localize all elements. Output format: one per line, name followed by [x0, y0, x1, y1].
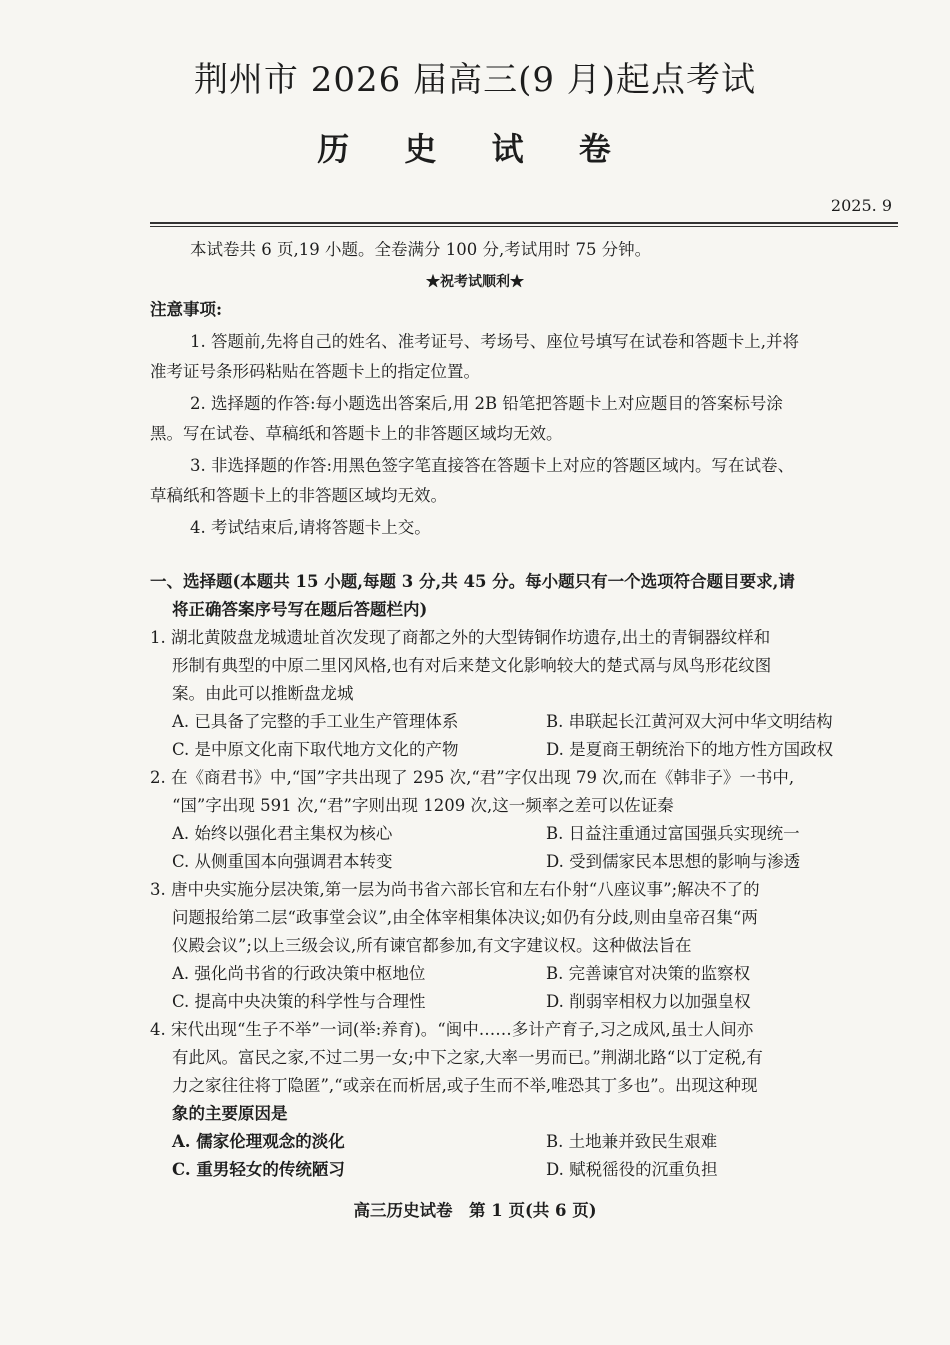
question-3-stem: 问题报给第二层“政事堂会议”,由全体宰相集体决议;如仍有分歧,则由皇帝召集“两	[172, 908, 758, 927]
question-4-stem: 象的主要原因是	[172, 1104, 288, 1123]
notice-line: 2. 选择题的作答:每小题选出答案后,用 2B 铅笔把答题卡上对应题目的答案标号涂	[190, 394, 783, 413]
notice-line: 黑。写在试卷、草稿纸和答题卡上的非答题区域均无效。	[150, 424, 563, 443]
exam-summary: 本试卷共 6 页,19 小题。全卷满分 100 分,考试用时 75 分钟。	[190, 240, 652, 259]
question-2-option-d: D. 受到儒家民本思想的影响与渗透	[546, 852, 801, 871]
question-2-stem: “国”字出现 591 次,“君”字则出现 1209 次,这一频率之差可以佐证秦	[172, 796, 674, 815]
question-4-option-c: C. 重男轻女的传统陋习	[172, 1160, 345, 1179]
exam-title: 荆州市 2026 届高三(9 月)起点考试	[193, 60, 757, 100]
question-3-option-b: B. 完善谏官对决策的监察权	[546, 964, 751, 983]
notice-line: 草稿纸和答题卡上的非答题区域均无效。	[150, 486, 447, 505]
question-1-option-c: C. 是中原文化南下取代地方文化的产物	[172, 740, 459, 759]
question-4-option-a: A. 儒家伦理观念的淡化	[172, 1132, 345, 1151]
question-3-option-a: A. 强化尚书省的行政决策中枢地位	[172, 964, 426, 983]
notice-line: 准考证号条形码粘贴在答题卡上的指定位置。	[150, 362, 480, 381]
notice-line: 3. 非选择题的作答:用黑色签字笔直接答在答题卡上对应的答题区域内。写在试卷、	[190, 456, 795, 475]
notice-title: 注意事项:	[150, 300, 223, 319]
question-2-option-a: A. 始终以强化君主集权为核心	[172, 824, 393, 843]
question-1-stem: 案。由此可以推断盘龙城	[172, 684, 354, 703]
exam-subject: 历 史 试 卷	[317, 130, 633, 168]
page-footer: 高三历史试卷 第 1 页(共 6 页)	[353, 1201, 597, 1220]
question-3-stem: 仪殿会议”;以上三级会议,所有谏官都参加,有文字建议权。这种做法旨在	[172, 936, 692, 955]
question-1-option-a: A. 已具备了完整的手工业生产管理体系	[172, 712, 459, 731]
question-1-stem: 1. 湖北黄陂盘龙城遗址首次发现了商都之外的大型铸铜作坊遗存,出土的青铜器纹样和	[150, 628, 771, 647]
question-1-stem: 形制有典型的中原二里冈风格,也有对后来楚文化影响较大的楚式鬲与凤鸟形花纹图	[172, 656, 772, 675]
question-4-stem: 力之家往往将丁隐匿”,“或亲在而析居,或子生而不举,唯恐其丁多也”。出现这种现	[172, 1076, 758, 1095]
question-2-option-c: C. 从侧重国本向强调君本转变	[172, 852, 393, 871]
question-1-option-b: B. 串联起长江黄河双大河中华文明结构	[546, 712, 833, 731]
section-heading-cont: 将正确答案序号写在题后答题栏内)	[172, 600, 428, 619]
header-rule-thin	[150, 226, 898, 227]
question-4-option-d: D. 赋税徭役的沉重负担	[546, 1160, 718, 1179]
question-4-stem: 4. 宋代出现“生子不举”一词(举:养育)。“闽中……多计产育子,习之成风,虽士人间亦	[150, 1020, 754, 1039]
question-4-option-b: B. 土地兼并致民生艰难	[546, 1132, 718, 1151]
question-3-option-d: D. 削弱宰相权力以加强皇权	[546, 992, 751, 1011]
exam-date: 2025. 9	[830, 196, 892, 215]
question-4-stem: 有此风。富民之家,不过二男一女;中下之家,大率一男而已。”荆湖北路“以丁定税,有	[172, 1048, 763, 1067]
exam-wish: ★祝考试顺利★	[426, 274, 524, 290]
section-heading: 一、选择题(本题共 15 小题,每题 3 分,共 45 分。每小题只有一个选项符合题目要求,请	[150, 572, 795, 591]
notice-line: 1. 答题前,先将自己的姓名、准考证号、考场号、座位号填写在试卷和答题卡上,并将	[190, 332, 799, 351]
question-2-stem: 2. 在《商君书》中,“国”字共出现了 295 次,“君”字仅出现 79 次,而在《韩非子》一书中,	[150, 768, 795, 787]
notice-line: 4. 考试结束后,请将答题卡上交。	[190, 518, 431, 537]
question-3-stem: 3. 唐中央实施分层决策,第一层为尚书省六部长官和左右仆射“八座议事”;解决不了的	[150, 880, 760, 899]
question-3-option-c: C. 提高中央决策的科学性与合理性	[172, 992, 426, 1011]
question-1-option-d: D. 是夏商王朝统治下的地方性方国政权	[546, 740, 834, 759]
question-2-option-b: B. 日益注重通过富国强兵实现统一	[546, 824, 800, 843]
header-rule	[150, 222, 898, 224]
